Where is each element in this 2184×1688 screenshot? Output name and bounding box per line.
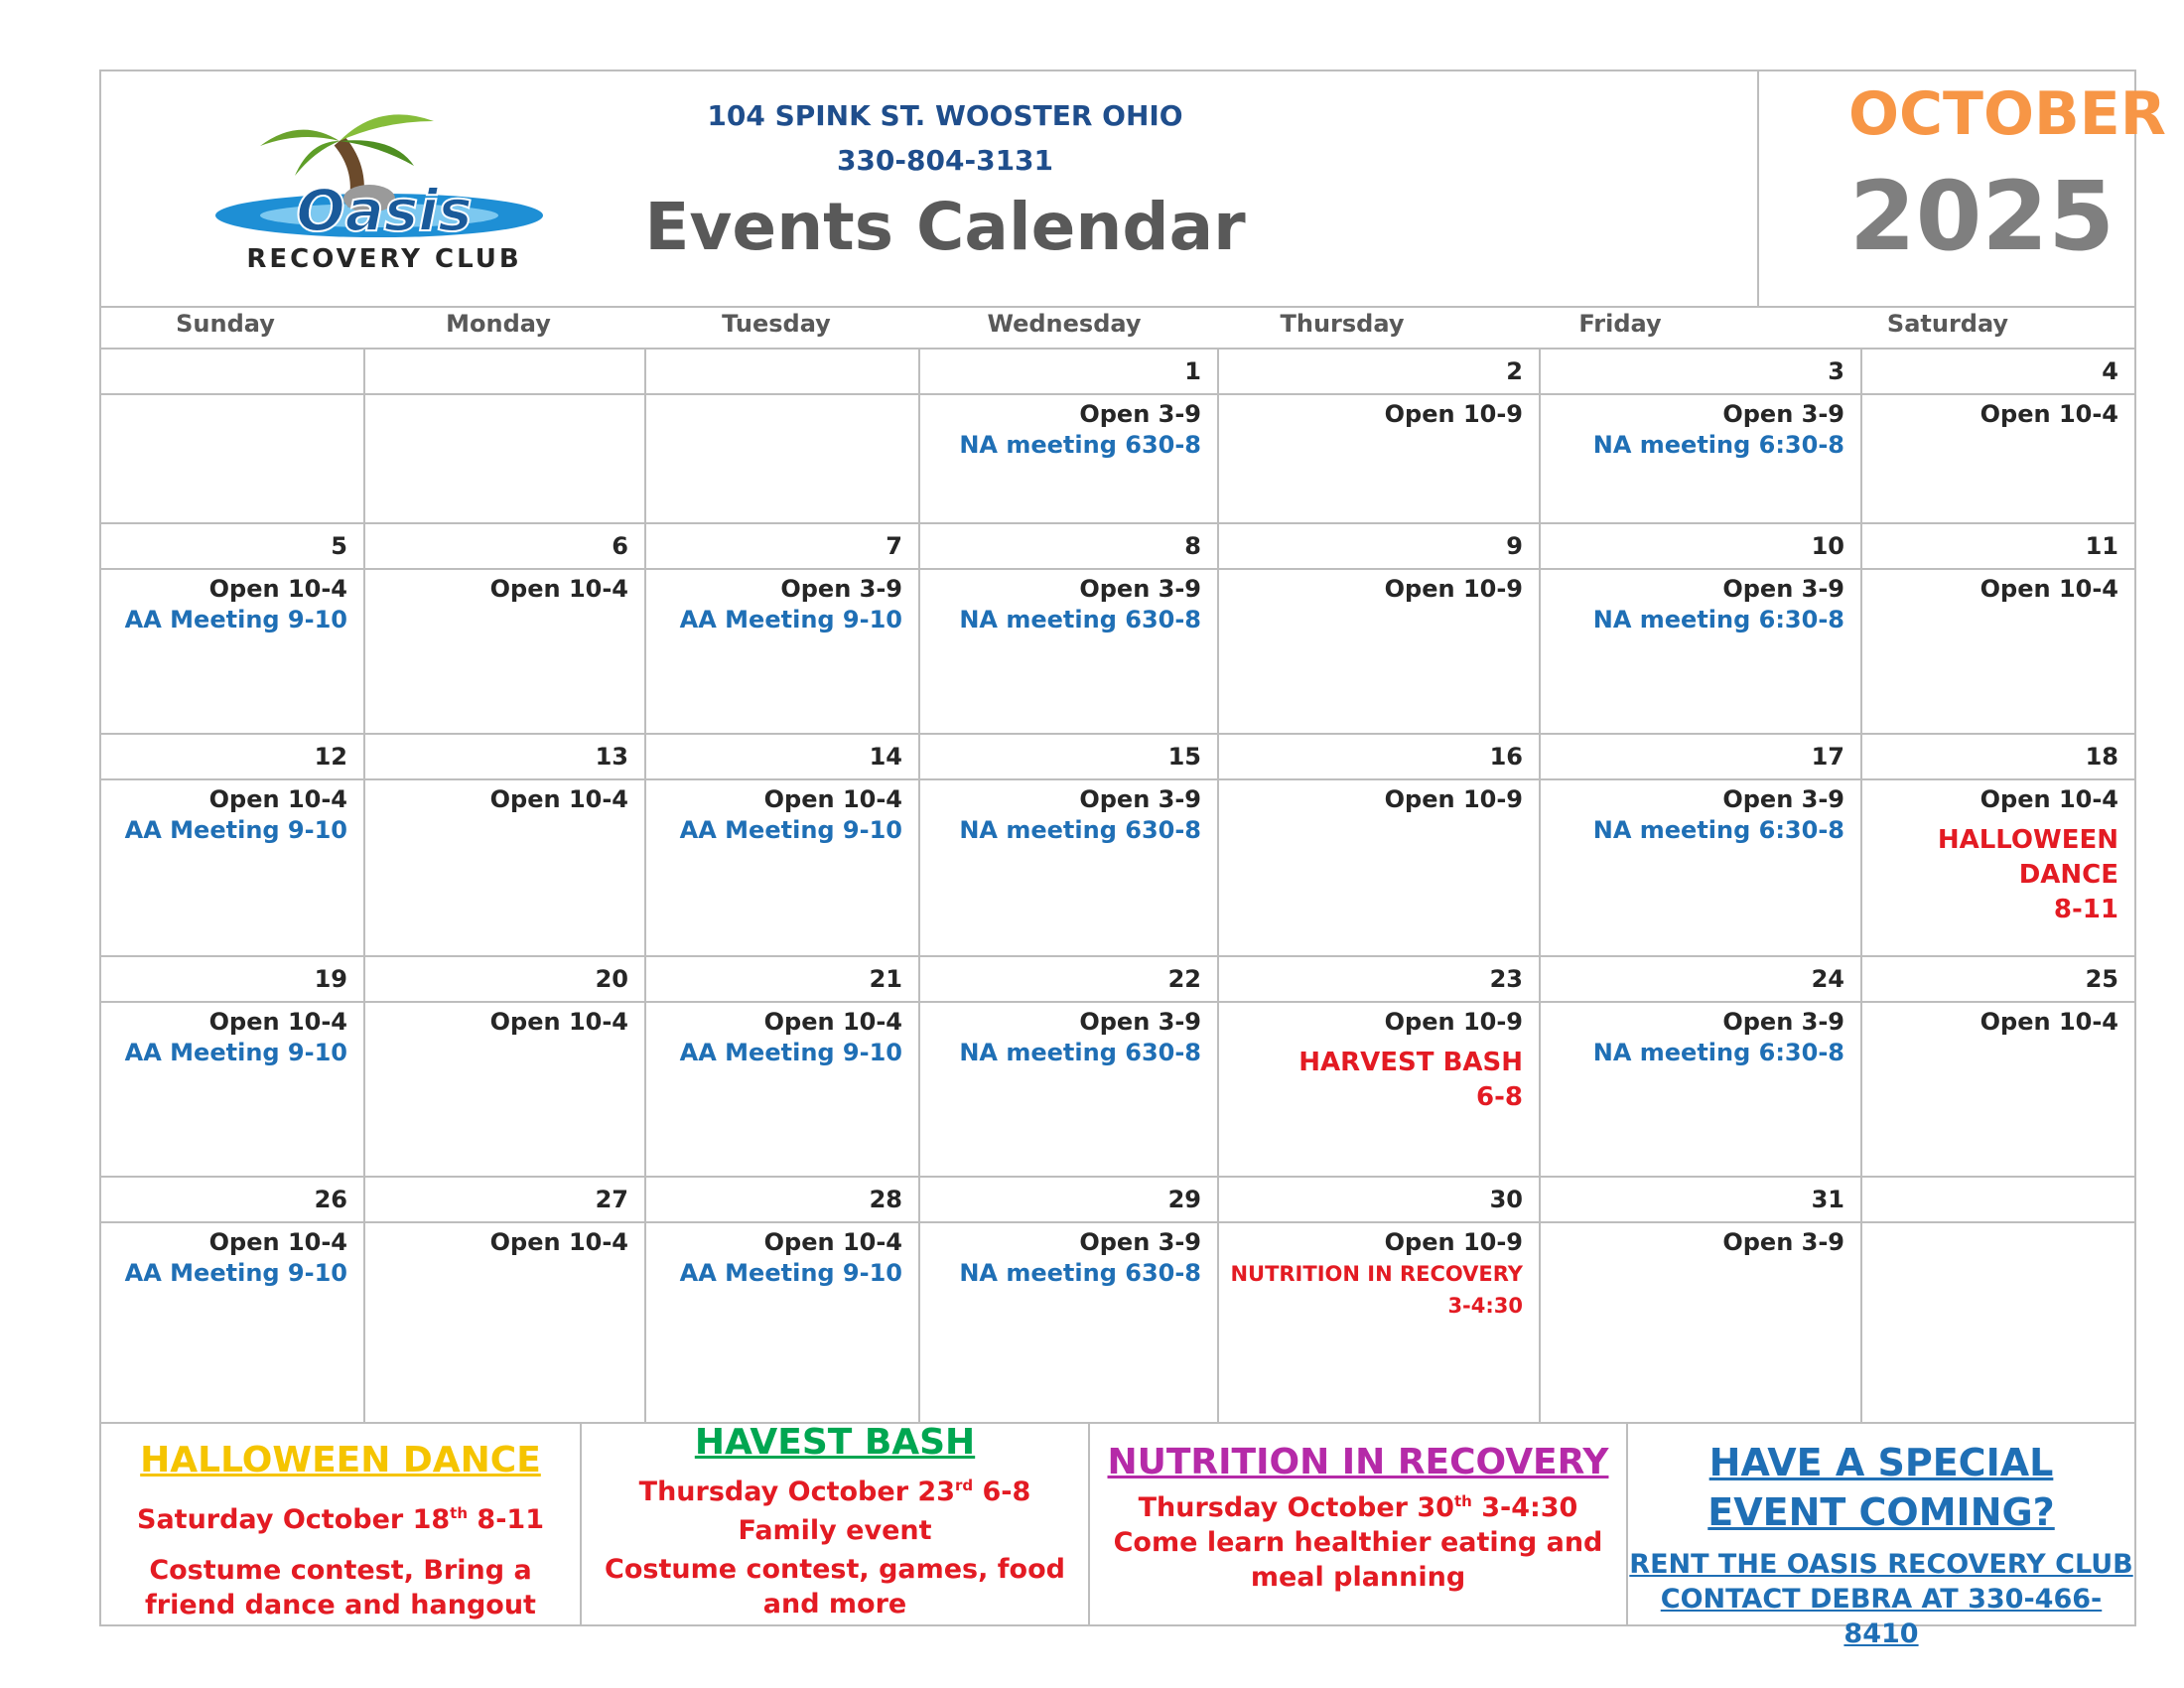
day-cell — [918, 399, 1201, 461]
month-label: OCTOBER — [1848, 79, 2166, 149]
special-event-entry: NUTRITION IN RECOVERY — [1230, 1262, 1523, 1286]
meeting-entry: AA Meeting 9-10 — [124, 1259, 347, 1287]
day-cell — [101, 784, 347, 846]
date-number: 29 — [1167, 1186, 1201, 1213]
day-cell — [101, 1227, 347, 1289]
open-hours: Open 10-9 — [1384, 575, 1523, 603]
club-phone: 330-804-3131 — [836, 144, 1054, 177]
date-number: 21 — [869, 965, 902, 993]
day-cell — [1217, 399, 1523, 430]
open-hours: Open 3-9 — [1722, 1008, 1844, 1036]
open-hours: Open 10-4 — [489, 575, 628, 603]
day-cell — [644, 1227, 902, 1289]
date-number: 6 — [612, 532, 628, 560]
date-number: 27 — [595, 1186, 628, 1213]
open-hours: Open 10-4 — [208, 1228, 347, 1256]
date-number: 3 — [1828, 357, 1844, 385]
meeting-entry: NA meeting 630-8 — [959, 606, 1201, 633]
day-cell — [644, 784, 902, 846]
open-hours: Open 10-4 — [208, 785, 347, 813]
special-event-entry: HARVEST BASH — [1298, 1048, 1523, 1077]
date-number: 11 — [2085, 532, 2118, 560]
footer-top-rule — [101, 1422, 2134, 1424]
day-cell — [1539, 1007, 1844, 1068]
dayname-saturday: Saturday — [1886, 310, 2009, 338]
open-hours: Open 10-4 — [1979, 785, 2118, 813]
open-hours: Open 10-4 — [763, 1008, 902, 1036]
open-hours: Open 10-4 — [1979, 400, 2118, 428]
day-cell — [918, 784, 1201, 846]
meeting-entry: NA meeting 630-8 — [959, 431, 1201, 459]
date-number: 25 — [2085, 965, 2118, 993]
dayname-sunday: Sunday — [176, 310, 275, 338]
open-hours: Open 3-9 — [1722, 1228, 1844, 1256]
date-number: 12 — [314, 743, 347, 771]
open-hours: Open 3-9 — [1722, 785, 1844, 813]
date-number: 1 — [1184, 357, 1201, 385]
day-cell — [1860, 784, 2118, 927]
week-rule — [101, 955, 2134, 957]
date-number: 31 — [1811, 1186, 1844, 1213]
day-cell — [1539, 1227, 1844, 1258]
nutrition-desc: Come learn healthier eating and meal planning — [1113, 1527, 1603, 1593]
dayname-tuesday: Tuesday — [722, 310, 831, 338]
grid-column-rule — [363, 348, 365, 1422]
meeting-entry: AA Meeting 9-10 — [679, 1259, 902, 1287]
open-hours: Open 10-4 — [208, 575, 347, 603]
meeting-entry: AA Meeting 9-10 — [124, 1039, 347, 1066]
open-hours: Open 10-4 — [489, 1008, 628, 1036]
footer-nutrition — [1090, 1442, 1626, 1640]
harvest-family: Family event — [738, 1515, 932, 1546]
date-number: 10 — [1811, 532, 1844, 560]
date-number: 16 — [1489, 743, 1523, 771]
page-title: Events Calendar — [644, 189, 1246, 265]
contact-debra-link[interactable]: CONTACT DEBRA AT 330-466-8410 — [1660, 1584, 2103, 1649]
halloween-date: Saturday October 18th 8-11 — [137, 1504, 544, 1535]
nutrition-title: NUTRITION IN RECOVERY — [1107, 1442, 1609, 1482]
open-hours: Open 3-9 — [1079, 1228, 1201, 1256]
open-hours: Open 10-4 — [1979, 575, 2118, 603]
date-band-rule — [101, 778, 2134, 780]
special-event-entry: HALLOWEEN — [1937, 825, 2118, 855]
week-rule — [101, 1176, 2134, 1178]
meeting-entry: AA Meeting 9-10 — [124, 816, 347, 844]
date-number: 8 — [1184, 532, 1201, 560]
date-band-rule — [101, 1221, 2134, 1223]
day-cell — [1217, 1007, 1523, 1115]
open-hours: Open 3-9 — [1722, 400, 1844, 428]
dayname-wednesday: Wednesday — [987, 310, 1142, 338]
meeting-entry: AA Meeting 9-10 — [679, 606, 902, 633]
year-label: 2025 — [1848, 161, 2115, 272]
day-cell — [918, 1227, 1201, 1289]
open-hours: Open 3-9 — [780, 575, 902, 603]
day-cell — [918, 1007, 1201, 1068]
day-cell — [1217, 784, 1523, 815]
open-hours: Open 10-4 — [489, 785, 628, 813]
open-hours: Open 10-4 — [489, 1228, 628, 1256]
dayname-thursday: Thursday — [1280, 310, 1405, 338]
nutrition-date: Thursday October 30th 3-4:30 — [1138, 1492, 1578, 1523]
open-hours: Open 10-4 — [208, 1008, 347, 1036]
meeting-entry: NA meeting 6:30-8 — [1592, 816, 1844, 844]
day-cell — [918, 574, 1201, 635]
dayname-friday: Friday — [1578, 310, 1662, 338]
dayname-bottom-rule — [101, 348, 2134, 350]
club-address: 104 SPINK ST. WOOSTER OHIO — [707, 99, 1183, 132]
open-hours: Open 3-9 — [1079, 575, 1201, 603]
halloween-desc: Costume contest, Bring a friend dance and hangout — [145, 1555, 536, 1620]
meeting-entry: AA Meeting 9-10 — [679, 1039, 902, 1066]
meeting-entry: AA Meeting 9-10 — [124, 606, 347, 633]
open-hours: Open 10-4 — [763, 1228, 902, 1256]
date-number: 15 — [1167, 743, 1201, 771]
date-number: 22 — [1167, 965, 1201, 993]
date-number: 28 — [869, 1186, 902, 1213]
date-number: 14 — [869, 743, 902, 771]
harvest-title: HAVEST BASH — [694, 1422, 976, 1463]
date-number: 18 — [2085, 743, 2118, 771]
date-number: 4 — [2102, 357, 2118, 385]
day-cell — [1860, 1007, 2118, 1038]
day-cell — [1539, 574, 1844, 635]
meeting-entry: NA meeting 630-8 — [959, 1039, 1201, 1066]
header-bottom-rule — [101, 306, 2134, 308]
open-hours: Open 3-9 — [1079, 785, 1201, 813]
day-cell — [363, 1007, 628, 1038]
special-event-entry: DANCE — [2018, 860, 2118, 890]
date-number: 2 — [1506, 357, 1523, 385]
grid-column-rule — [1539, 348, 1541, 1422]
harvest-date: Thursday October 23rd 6-8 — [638, 1477, 1031, 1507]
open-hours: Open 10-4 — [763, 785, 902, 813]
halloween-title: HALLOWEEN DANCE — [140, 1440, 541, 1480]
footer-halloween — [101, 1440, 580, 1638]
open-hours: Open 10-9 — [1384, 400, 1523, 428]
open-hours: Open 3-9 — [1722, 575, 1844, 603]
special-event-title: HAVE A SPECIAL EVENT COMING? — [1707, 1441, 2055, 1534]
day-cell — [363, 784, 628, 815]
day-cell — [1217, 1227, 1523, 1322]
day-cell — [1217, 574, 1523, 605]
date-band-rule — [101, 393, 2134, 395]
day-cell — [1539, 784, 1844, 846]
footer-harvest — [582, 1422, 1088, 1620]
special-event-entry: 8-11 — [2053, 895, 2118, 924]
date-number: 7 — [886, 532, 902, 560]
day-cell — [1860, 399, 2118, 430]
logo-wordmark: Oasis — [296, 177, 473, 244]
logo-subtitle: RECOVERY CLUB — [246, 244, 522, 274]
meeting-entry: NA meeting 6:30-8 — [1592, 431, 1844, 459]
date-number: 23 — [1489, 965, 1523, 993]
meeting-entry: NA meeting 6:30-8 — [1592, 606, 1844, 633]
special-event-entry: 6-8 — [1476, 1082, 1523, 1112]
meeting-entry: NA meeting 630-8 — [959, 1259, 1201, 1287]
date-number: 24 — [1811, 965, 1844, 993]
day-cell — [363, 574, 628, 605]
header-divider — [1757, 71, 1759, 308]
day-cell — [101, 574, 347, 635]
day-cell — [1539, 399, 1844, 461]
day-cell — [644, 574, 902, 635]
week-rule — [101, 733, 2134, 735]
meeting-entry: AA Meeting 9-10 — [679, 816, 902, 844]
day-cell — [363, 1227, 628, 1258]
date-number: 17 — [1811, 743, 1844, 771]
date-band-rule — [101, 568, 2134, 570]
calendar-frame — [99, 70, 2166, 1649]
meeting-entry: NA meeting 6:30-8 — [1592, 1039, 1844, 1066]
footer-special-event — [1628, 1438, 2134, 1649]
special-event-entry: 3-4:30 — [1447, 1294, 1523, 1318]
open-hours: Open 10-9 — [1384, 785, 1523, 813]
day-cell — [101, 1007, 347, 1068]
rent-club-link[interactable]: RENT THE OASIS RECOVERY CLUB — [1629, 1549, 2133, 1580]
date-number: 20 — [595, 965, 628, 993]
open-hours: Open 3-9 — [1079, 1008, 1201, 1036]
open-hours: Open 3-9 — [1079, 400, 1201, 428]
oasis-logo — [181, 91, 598, 280]
date-number: 9 — [1506, 532, 1523, 560]
meeting-entry: NA meeting 630-8 — [959, 816, 1201, 844]
open-hours: Open 10-4 — [1979, 1008, 2118, 1036]
date-band-rule — [101, 1001, 2134, 1003]
date-number: 30 — [1489, 1186, 1523, 1213]
dayname-monday: Monday — [446, 310, 551, 338]
week-rule — [101, 522, 2134, 524]
date-number: 26 — [314, 1186, 347, 1213]
palm-tree-icon — [181, 91, 598, 280]
day-cell — [644, 1007, 902, 1068]
open-hours: Open 10-9 — [1384, 1228, 1523, 1256]
date-number: 13 — [595, 743, 628, 771]
open-hours: Open 10-9 — [1384, 1008, 1523, 1036]
harvest-desc: Costume contest, games, food and more — [605, 1554, 1065, 1619]
day-cell — [1860, 574, 2118, 605]
date-number: 19 — [314, 965, 347, 993]
date-number: 5 — [331, 532, 347, 560]
